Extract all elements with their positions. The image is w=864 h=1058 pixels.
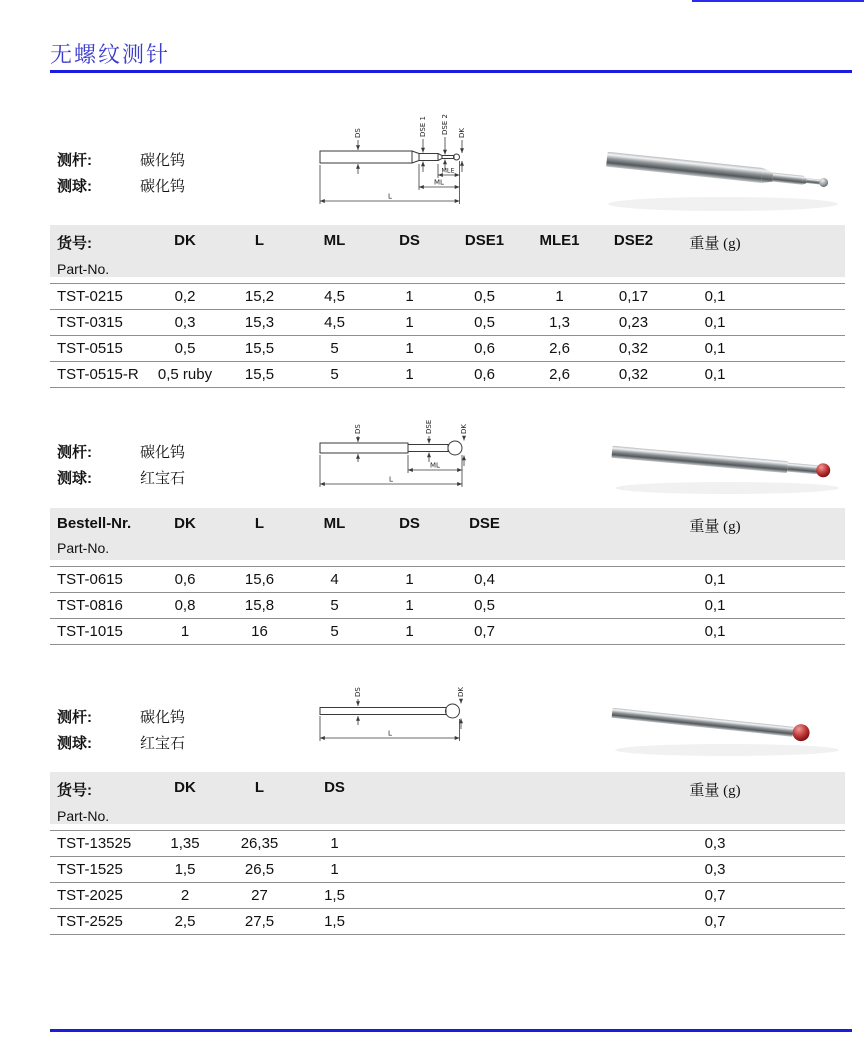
value-cell: 15,5 [244,340,275,357]
section-1-specs [57,146,307,198]
table-row [50,361,845,388]
footer-rule [50,1029,852,1032]
stylus-dimension-drawing-ball [312,418,562,498]
value-cell: 5 [330,366,339,383]
table-header-row [50,225,845,277]
spec-row [57,729,307,755]
table-section-1 [50,225,845,388]
value-cell: 1,5 [324,913,345,930]
dim-label-l: L [388,729,392,738]
weight-cell: 0,7 [704,913,726,930]
weight-cell: 0,1 [704,340,726,357]
shaft-label: 测杆: [57,443,92,461]
value-cell: 0,5 [474,597,495,614]
value-cell: 0,2 [174,288,196,305]
part-no-cell: TST-0615 [57,571,123,588]
value-cell: 0,7 [474,623,495,640]
part-no-header-line1: 货号: [57,235,92,252]
table-header-row [50,772,845,824]
dim-label-dk: DK [457,687,465,697]
value-cell: 5 [330,623,339,640]
value-cell: 0,6 [474,366,495,383]
ball-value: 碳化钨 [140,177,186,195]
value-cell: 0,23 [618,314,649,331]
value-cell: 2,6 [549,340,570,357]
value-cell: 26,5 [244,861,275,878]
value-cell: 1 [405,314,414,331]
value-cell: 1 [405,366,414,383]
column-header: DK [174,232,196,249]
column-header: L [254,515,265,532]
value-cell: 15,8 [244,597,275,614]
table-body [50,566,845,645]
weight-cell: 0,1 [704,314,726,331]
dim-label-ds: DS [354,128,362,138]
spec-row [57,464,307,490]
value-cell: 26,35 [240,835,279,852]
shaft-value: 碳化钨 [140,151,186,169]
weight-cell: 0,3 [704,861,726,878]
weight-cell: 0,7 [704,887,726,904]
value-cell: 1 [405,623,414,640]
value-cell: 0,5 ruby [157,366,213,383]
value-cell: 0,32 [618,340,649,357]
part-no-header-line2: Part-No. [57,261,110,277]
value-cell: 1 [405,340,414,357]
column-header: DK [174,779,196,796]
dim-label-dk: DK [460,424,468,434]
stylus-dimension-drawing-straight [312,683,562,758]
part-no-header [50,779,148,824]
value-cell: 15,2 [244,288,275,305]
page-title: 无螺纹测针 [50,42,171,67]
value-cell: 2,6 [549,366,570,383]
column-header: L [254,779,265,796]
table-row [50,618,845,645]
table-row [50,309,845,335]
column-header: ML [323,232,346,249]
title-underline [50,70,852,73]
weight-header: 重量 (g) [689,236,741,252]
value-cell: 4,5 [324,314,345,331]
value-cell: 0,6 [174,571,196,588]
part-no-header-line1: 货号: [57,782,92,799]
value-cell: 1,3 [549,314,570,331]
value-cell: 4,5 [324,288,345,305]
stylus-photo-ruby-ball [602,428,852,503]
value-cell: 0,8 [174,597,196,614]
value-cell: 1 [405,597,414,614]
column-header: DK [174,515,196,532]
part-no-header [50,232,148,277]
value-cell: 27,5 [244,913,275,930]
dim-label-ds: DS [354,687,362,697]
value-cell: 5 [330,597,339,614]
weight-cell: 0,1 [704,571,726,588]
dim-label-dse2: DSE 2 [441,114,449,135]
value-cell: 4 [330,571,339,588]
section-3-specs [57,703,307,755]
value-cell: 1 [330,835,339,852]
dim-label-dk: DK [458,128,466,138]
table-row [50,335,845,361]
column-header: MLE1 [539,232,580,249]
ball-value: 红宝石 [140,469,186,487]
value-cell: 15,6 [244,571,275,588]
dim-label-ds: DS [354,424,362,434]
table-row [50,566,845,592]
column-header: DS [399,515,420,532]
column-header: DSE [469,515,500,532]
table-row [50,283,845,309]
ball-label: 测球: [57,734,92,752]
value-cell: 1,5 [174,861,196,878]
part-no-header-line1: Bestell-Nr. [57,515,132,532]
weight-header: 重量 (g) [689,783,741,799]
value-cell: 15,5 [244,366,275,383]
part-no-cell: TST-0315 [57,314,123,331]
ball-label: 测球: [57,177,92,195]
dim-label-dse1: DSE 1 [419,116,427,137]
column-header: DS [324,779,345,796]
value-cell: 0,5 [174,340,196,357]
column-header: DSE1 [464,232,505,249]
value-cell: 1 [405,571,414,588]
part-no-cell: TST-2525 [57,913,123,930]
value-cell: 0,4 [474,571,495,588]
table-row [50,882,845,908]
dim-label-l: L [388,192,392,201]
part-no-cell: TST-13525 [57,835,132,852]
value-cell: 5 [330,340,339,357]
weight-cell: 0,1 [704,597,726,614]
part-no-cell: TST-2025 [57,887,123,904]
table-row [50,856,845,882]
spec-row [57,146,307,172]
column-header: L [254,232,265,249]
weight-cell: 0,1 [704,366,726,383]
value-cell: 1 [180,623,190,640]
shaft-label: 测杆: [57,708,92,726]
value-cell: 0,6 [474,340,495,357]
dim-label-ml: ML [434,178,444,187]
value-cell: 1,35 [170,835,200,852]
value-cell: 16 [251,623,268,640]
value-cell: 2 [180,887,190,904]
value-cell: 0,3 [174,314,196,331]
table-row [50,908,845,935]
table-section-2 [50,508,845,645]
shaft-label: 测杆: [57,151,92,169]
value-cell: 1 [555,288,564,305]
ball-label: 测球: [57,469,92,487]
spec-row [57,438,307,464]
value-cell: 1 [405,288,414,305]
table-section-3 [50,772,845,935]
value-cell: 0,17 [618,288,649,305]
table-row [50,592,845,618]
value-cell: 0,5 [474,314,495,331]
table-header-row [50,508,845,560]
part-no-header-line2: Part-No. [57,808,110,824]
value-cell: 1,5 [324,887,345,904]
column-header: DSE2 [613,232,654,249]
table-body [50,283,845,388]
weight-cell: 0,3 [704,835,726,852]
table-row [50,830,845,856]
spec-row [57,172,307,198]
shaft-value: 碳化钨 [140,443,186,461]
value-cell: 0,5 [474,288,495,305]
table-body [50,830,845,935]
part-no-cell: TST-0816 [57,597,123,614]
stylus-dimension-drawing-stepped [312,112,562,212]
spec-row [57,703,307,729]
dim-label-l: L [389,475,393,484]
section-2-specs [57,438,307,490]
weight-header: 重量 (g) [689,519,741,535]
part-no-cell: TST-1525 [57,861,123,878]
dim-label-ml: ML [430,461,440,470]
value-cell: 0,32 [618,366,649,383]
column-header: DS [399,232,420,249]
column-header: ML [323,515,346,532]
value-cell: 1 [330,861,339,878]
part-no-cell: TST-0515-R [57,366,139,383]
part-no-header-line2: Part-No. [57,540,110,556]
part-no-cell: TST-0215 [57,288,123,305]
value-cell: 27 [251,887,268,904]
stylus-photo-carbide-ball [595,130,850,220]
dim-label-mle: MLE [441,166,455,175]
weight-cell: 0,1 [704,288,726,305]
part-no-cell: TST-1015 [57,623,123,640]
ball-value: 红宝石 [140,734,186,752]
top-edge-rule [692,0,864,2]
dim-label-dse: DSE [425,419,433,434]
part-no-cell: TST-0515 [57,340,123,357]
part-no-header [50,515,148,560]
value-cell: 15,3 [244,314,275,331]
value-cell: 2,5 [174,913,196,930]
stylus-photo-ruby-ball-straight [602,692,852,764]
weight-cell: 0,1 [704,623,726,640]
shaft-value: 碳化钨 [140,708,186,726]
